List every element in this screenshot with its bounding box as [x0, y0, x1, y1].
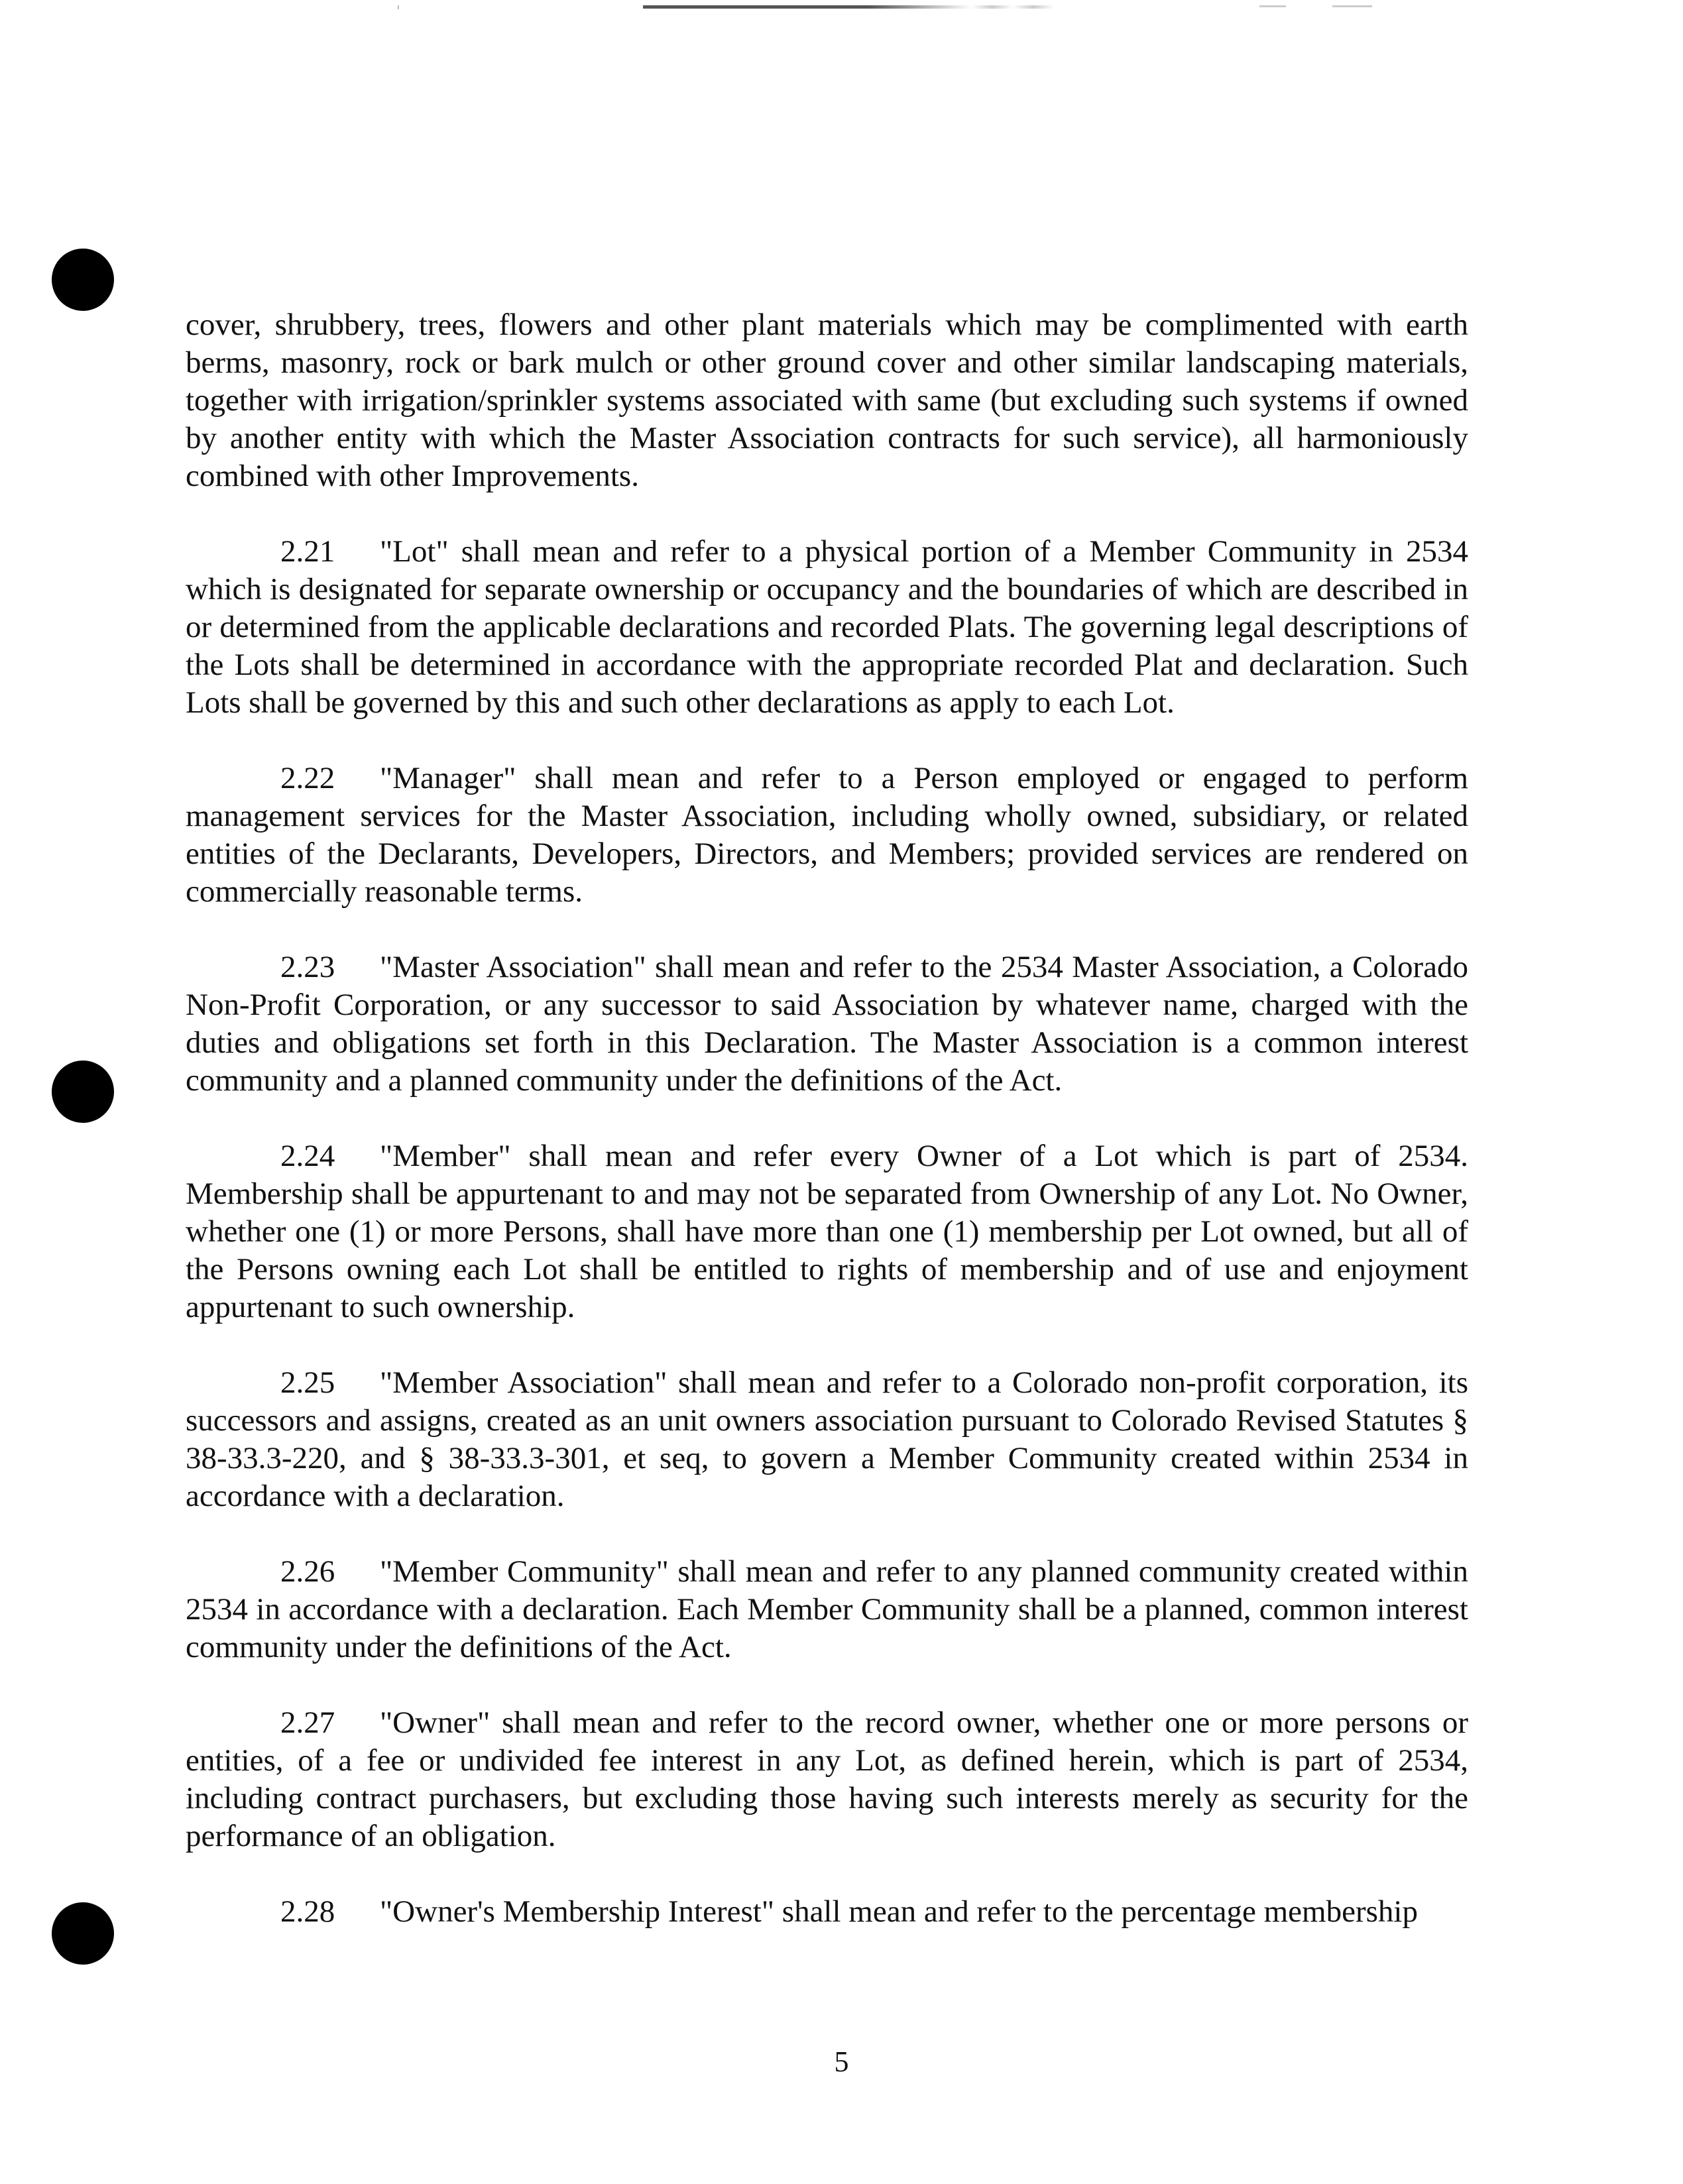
section-number: 2.21 — [280, 534, 335, 569]
section-number: 2.25 — [280, 1365, 335, 1400]
section-paragraph — [186, 1364, 1468, 1515]
section-paragraph — [186, 760, 1468, 911]
section-paragraph — [186, 1893, 1468, 1931]
section-paragraph — [186, 1704, 1468, 1855]
section-text: "Owner's Membership Interest" shall mean and refer to the percentage membership — [380, 1894, 1418, 1929]
section-number: 2.22 — [280, 761, 335, 795]
scan-artifact-mark — [398, 5, 399, 9]
intro-paragraph: cover, shrubbery, trees, flowers and other plant materials which may be complimented with earth berms, masonry, rock or bark mulch or other ground cover and other similar landscaping materials, together with irrigation/sprinkler systems associated with same (but excluding such systems if owned by another entity with which the Master Association contracts for such service), all harmoniously combined with other Improvements. — [186, 308, 1468, 493]
page-number: 5 — [834, 2045, 849, 2078]
section-text: "Member Community" shall mean and refer to any planned community created within 2534 in accordance with a declaration. Each Member Community shall be a planned, common interest community under the definitions of the Act. — [186, 1554, 1468, 1664]
section-text: "Manager" shall mean and refer to a Person employed or engaged to perform management services for the Master Association, including wholly owned, subsidiary, or related entities of the Declarants, Developers, Directors, and Members; provided services are rendered on commercially reasonable terms. — [186, 761, 1468, 909]
section-text: "Member Association" shall mean and refer to a Colorado non-profit corporation, its successors and assigns, created as an unit owners association pursuant to Colorado Revised Statutes § 38-33.3-220, and § 38-33.3-301, et seq, to govern a Member Community created within 2534 in accordance with a declaration. — [186, 1365, 1468, 1513]
scan-artifact-mark — [1259, 5, 1286, 7]
section-number: 2.23 — [280, 950, 335, 984]
section-text: "Master Association" shall mean and refer to the 2534 Master Association, a Colorado Non-Profit Corporation, or any successor to said Association by whatever name, charged with the duties and obligations set forth in this Declaration. The Master Association is a common interest community and a planned community under the definitions of the Act. — [186, 950, 1468, 1098]
section-paragraph — [186, 533, 1468, 722]
section-text: "Lot" shall mean and refer to a physical portion of a Member Community in 2534 which is designated for separate ownership or occupancy and the boundaries of which are described in or determined from the applicable declarations and recorded Plats. The governing legal descriptions of the Lots shall be determined in accordance with the appropriate recorded Plat and declaration. Such Lots shall be governed by this and such other declarations as apply to each Lot. — [186, 534, 1468, 720]
section-paragraph — [186, 948, 1468, 1100]
section-text: "Owner" shall mean and refer to the record owner, whether one or more persons or entities, of a fee or undivided fee interest in any Lot, as defined herein, which is part of 2534, including contract purchasers, but excluding those having such interests merely as security for the performance of an obligation. — [186, 1705, 1468, 1853]
punch-hole-top — [52, 249, 114, 311]
section-paragraph — [186, 1553, 1468, 1666]
document-body — [186, 306, 1468, 1969]
section-number: 2.26 — [280, 1554, 335, 1589]
punch-hole-bottom — [52, 1902, 114, 1965]
punch-hole-middle — [52, 1061, 114, 1123]
section-paragraph — [186, 1137, 1468, 1326]
section-text: "Member" shall mean and refer every Owner of a Lot which is part of 2534. Membership shall be appurtenant to and may not be separated from Ownership of any Lot. No Owner, whether one (1) or more Persons, shall have more than one (1) membership per Lot owned, but all of the Persons owning each Lot shall be entitled to rights of membership and of use and enjoyment appurtenant to such ownership. — [186, 1139, 1468, 1324]
section-number: 2.24 — [280, 1139, 335, 1173]
section-number: 2.28 — [280, 1894, 335, 1929]
scan-artifact-line — [643, 5, 1054, 9]
scan-artifact-mark — [1332, 5, 1372, 7]
section-number: 2.27 — [280, 1705, 335, 1740]
